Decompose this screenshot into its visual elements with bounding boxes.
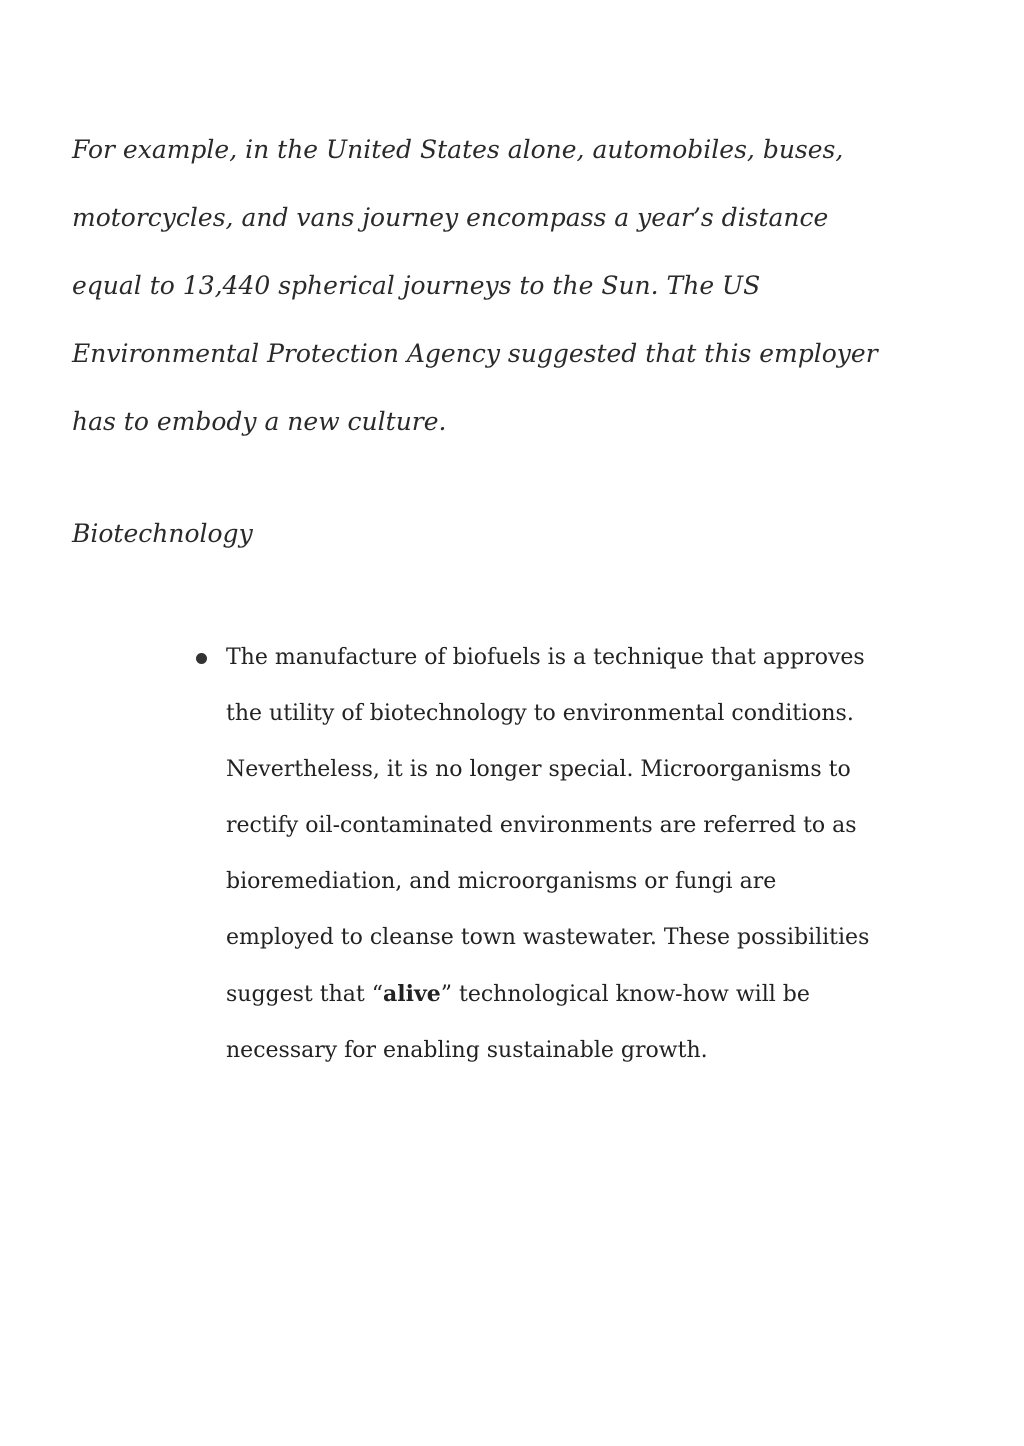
bullet-bold-word: alive [382, 981, 441, 1007]
list-item [190, 630, 890, 1079]
bullet-dot-icon [196, 653, 207, 664]
section-heading-biotechnology: Biotechnology [72, 519, 253, 548]
bullet-list [190, 630, 890, 1079]
bullet-text-start: The manufacture of biofuels is a technique that approves the utility of biotechnology to environmental conditions. Nevertheless, it is no longer special. Microorganisms to rectify oil-contaminated environments are referred to as bioremediation, and microorganisms or fungi are employed to cleanse town wastewater. These possibilities suggest that “ [226, 645, 870, 1007]
intro-paragraph: For example, in the United States alone, automobiles, buses, motorcycles, and vans journey encompass a year’s distance equal to 13,440 spherical journeys to the Sun. The US Environmental Protection Agency suggested that this employer has to embody a new culture. [72, 135, 878, 436]
bullet-text-end: ” technological know-how will be necessary for enabling sustainable growth. [226, 982, 810, 1063]
